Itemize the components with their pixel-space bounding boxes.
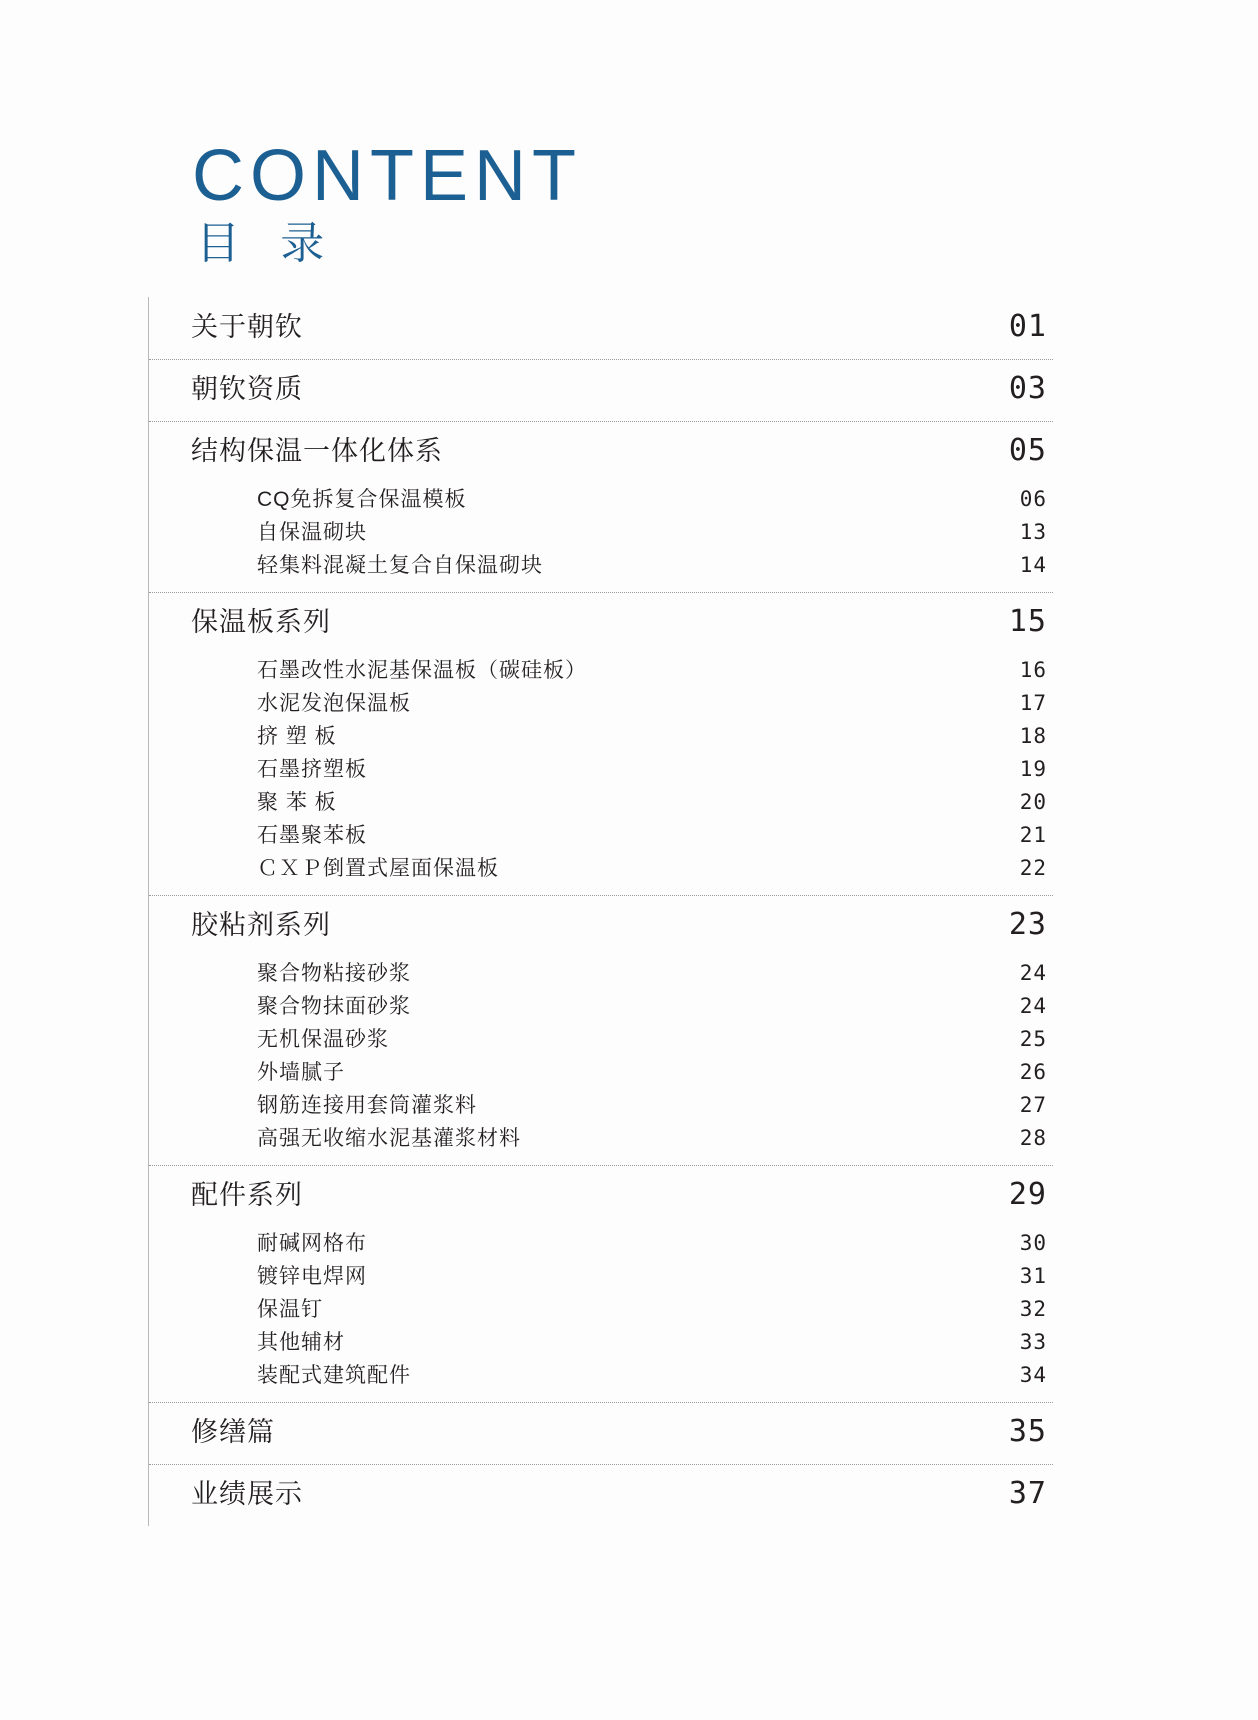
toc-entry-sub[interactable] <box>149 852 1053 885</box>
toc-entry-label: 挤 塑 板 <box>257 724 337 748</box>
toc-entry-label: 镀锌电焊网 <box>257 1264 367 1288</box>
toc-entry-main[interactable] <box>149 903 1053 957</box>
toc-entry-page-number: 20 <box>1019 789 1047 814</box>
toc-entry-page-number: 28 <box>1019 1125 1047 1150</box>
toc-entry-label: 聚合物抹面砂浆 <box>257 994 411 1018</box>
toc-entry-sub[interactable] <box>149 549 1053 582</box>
toc-entry-page-number: 35 <box>1008 1413 1047 1449</box>
toc-entry-sub[interactable] <box>149 1023 1053 1056</box>
toc-entry-main[interactable] <box>149 1472 1053 1526</box>
toc-entry-sub[interactable] <box>149 1122 1053 1155</box>
toc-entry-main[interactable] <box>149 367 1053 421</box>
toc-group <box>149 1464 1053 1526</box>
toc-entry-main[interactable] <box>149 429 1053 483</box>
toc-entry-label: 保温板系列 <box>191 606 331 637</box>
toc-entry-sub[interactable] <box>149 990 1053 1023</box>
toc-list <box>148 297 1053 1526</box>
toc-entry-page-number: 23 <box>1008 906 1047 942</box>
toc-entry-page-number: 24 <box>1019 960 1047 985</box>
toc-entry-label: 钢筋连接用套筒灌浆料 <box>257 1093 477 1117</box>
toc-entry-label: 高强无收缩水泥基灌浆材料 <box>257 1126 521 1150</box>
toc-entry-page-number: 22 <box>1019 855 1047 880</box>
toc-entry-sub[interactable] <box>149 654 1053 687</box>
toc-group <box>149 297 1053 359</box>
toc-group <box>149 895 1053 1165</box>
toc-entry-sub[interactable] <box>149 1326 1053 1359</box>
toc-entry-page-number: 18 <box>1019 723 1047 748</box>
toc-entry-label: 石墨改性水泥基保温板（碳硅板） <box>257 658 587 682</box>
toc-entry-label: 轻集料混凝土复合自保温砌块 <box>257 553 543 577</box>
toc-entry-label: 耐碱网格布 <box>257 1231 367 1255</box>
toc-entry-label: 自保温砌块 <box>257 520 367 544</box>
toc-entry-page-number: 19 <box>1019 756 1047 781</box>
toc-entry-label: 石墨聚苯板 <box>257 823 367 847</box>
toc-entry-label: ＣＸＰ倒置式屋面保温板 <box>257 856 499 880</box>
toc-entry-sub[interactable] <box>149 687 1053 720</box>
toc-entry-label: 聚合物粘接砂浆 <box>257 961 411 985</box>
toc-entry-page-number: 29 <box>1008 1176 1047 1212</box>
toc-entry-label: 聚 苯 板 <box>257 790 337 814</box>
toc-entry-sub[interactable] <box>149 786 1053 819</box>
toc-entry-page-number: 37 <box>1008 1475 1047 1511</box>
toc-entry-page-number: 03 <box>1008 370 1047 406</box>
toc-entry-sub[interactable] <box>149 720 1053 753</box>
toc-entry-sub[interactable] <box>149 1227 1053 1260</box>
toc-entry-label: 结构保温一体化体系 <box>191 435 443 466</box>
toc-entry-label: 石墨挤塑板 <box>257 757 367 781</box>
toc-entry-sub[interactable] <box>149 819 1053 852</box>
toc-entry-main[interactable] <box>149 600 1053 654</box>
toc-entry-page-number: 27 <box>1019 1092 1047 1117</box>
toc-entry-sub[interactable] <box>149 1056 1053 1089</box>
toc-entry-sub[interactable] <box>149 1260 1053 1293</box>
toc-entry-page-number: 14 <box>1019 552 1047 577</box>
toc-entry-label: 业绩展示 <box>191 1478 303 1509</box>
toc-entry-label: 无机保温砂浆 <box>257 1027 389 1051</box>
toc-entry-page-number: 24 <box>1019 993 1047 1018</box>
toc-entry-label: 外墙腻子 <box>257 1060 345 1084</box>
toc-entry-page-number: 05 <box>1008 432 1047 468</box>
toc-entry-label: 装配式建筑配件 <box>257 1363 411 1387</box>
toc-entry-sub[interactable] <box>149 957 1053 990</box>
toc-entry-label: 配件系列 <box>191 1179 303 1210</box>
toc-entry-label: 朝钦资质 <box>191 373 303 404</box>
toc-entry-page-number: 21 <box>1019 822 1047 847</box>
toc-group <box>149 1402 1053 1464</box>
toc-entry-page-number: 26 <box>1019 1059 1047 1084</box>
toc-entry-sub[interactable] <box>149 1359 1053 1392</box>
toc-group <box>149 1165 1053 1402</box>
toc-entry-label: 水泥发泡保温板 <box>257 691 411 715</box>
toc-entry-page-number: 06 <box>1019 486 1047 511</box>
toc-entry-page-number: 25 <box>1019 1026 1047 1051</box>
toc-entry-page-number: 32 <box>1019 1296 1047 1321</box>
toc-entry-page-number: 16 <box>1019 657 1047 682</box>
toc-entry-page-number: 33 <box>1019 1329 1047 1354</box>
page-title-chinese: 目 录 <box>196 219 339 268</box>
toc-entry-label: 保温钉 <box>257 1297 323 1321</box>
toc-entry-label: 其他辅材 <box>257 1330 345 1354</box>
toc-entry-sub[interactable] <box>149 483 1053 516</box>
toc-entry-sub[interactable] <box>149 1293 1053 1326</box>
toc-entry-label: 修缮篇 <box>191 1416 275 1447</box>
toc-entry-sub[interactable] <box>149 516 1053 549</box>
toc-entry-main[interactable] <box>149 305 1053 359</box>
table-of-contents <box>148 136 1053 1526</box>
toc-group <box>149 592 1053 895</box>
toc-entry-main[interactable] <box>149 1173 1053 1227</box>
toc-entry-page-number: 17 <box>1019 690 1047 715</box>
toc-entry-label: 胶粘剂系列 <box>191 909 331 940</box>
toc-entry-label: CQ免拆复合保温模板 <box>257 487 467 511</box>
toc-entry-page-number: 15 <box>1008 603 1047 639</box>
toc-entry-main[interactable] <box>149 1410 1053 1464</box>
toc-entry-sub[interactable] <box>149 753 1053 786</box>
toc-entry-sub[interactable] <box>149 1089 1053 1122</box>
toc-entry-page-number: 30 <box>1019 1230 1047 1255</box>
toc-entry-page-number: 34 <box>1019 1362 1047 1387</box>
toc-group <box>149 359 1053 421</box>
toc-entry-label: 关于朝钦 <box>191 311 303 342</box>
toc-entry-page-number: 31 <box>1019 1263 1047 1288</box>
toc-entry-page-number: 13 <box>1019 519 1047 544</box>
page-title-english: CONTENT <box>192 136 582 216</box>
toc-group <box>149 421 1053 592</box>
toc-entry-page-number: 01 <box>1008 308 1047 344</box>
